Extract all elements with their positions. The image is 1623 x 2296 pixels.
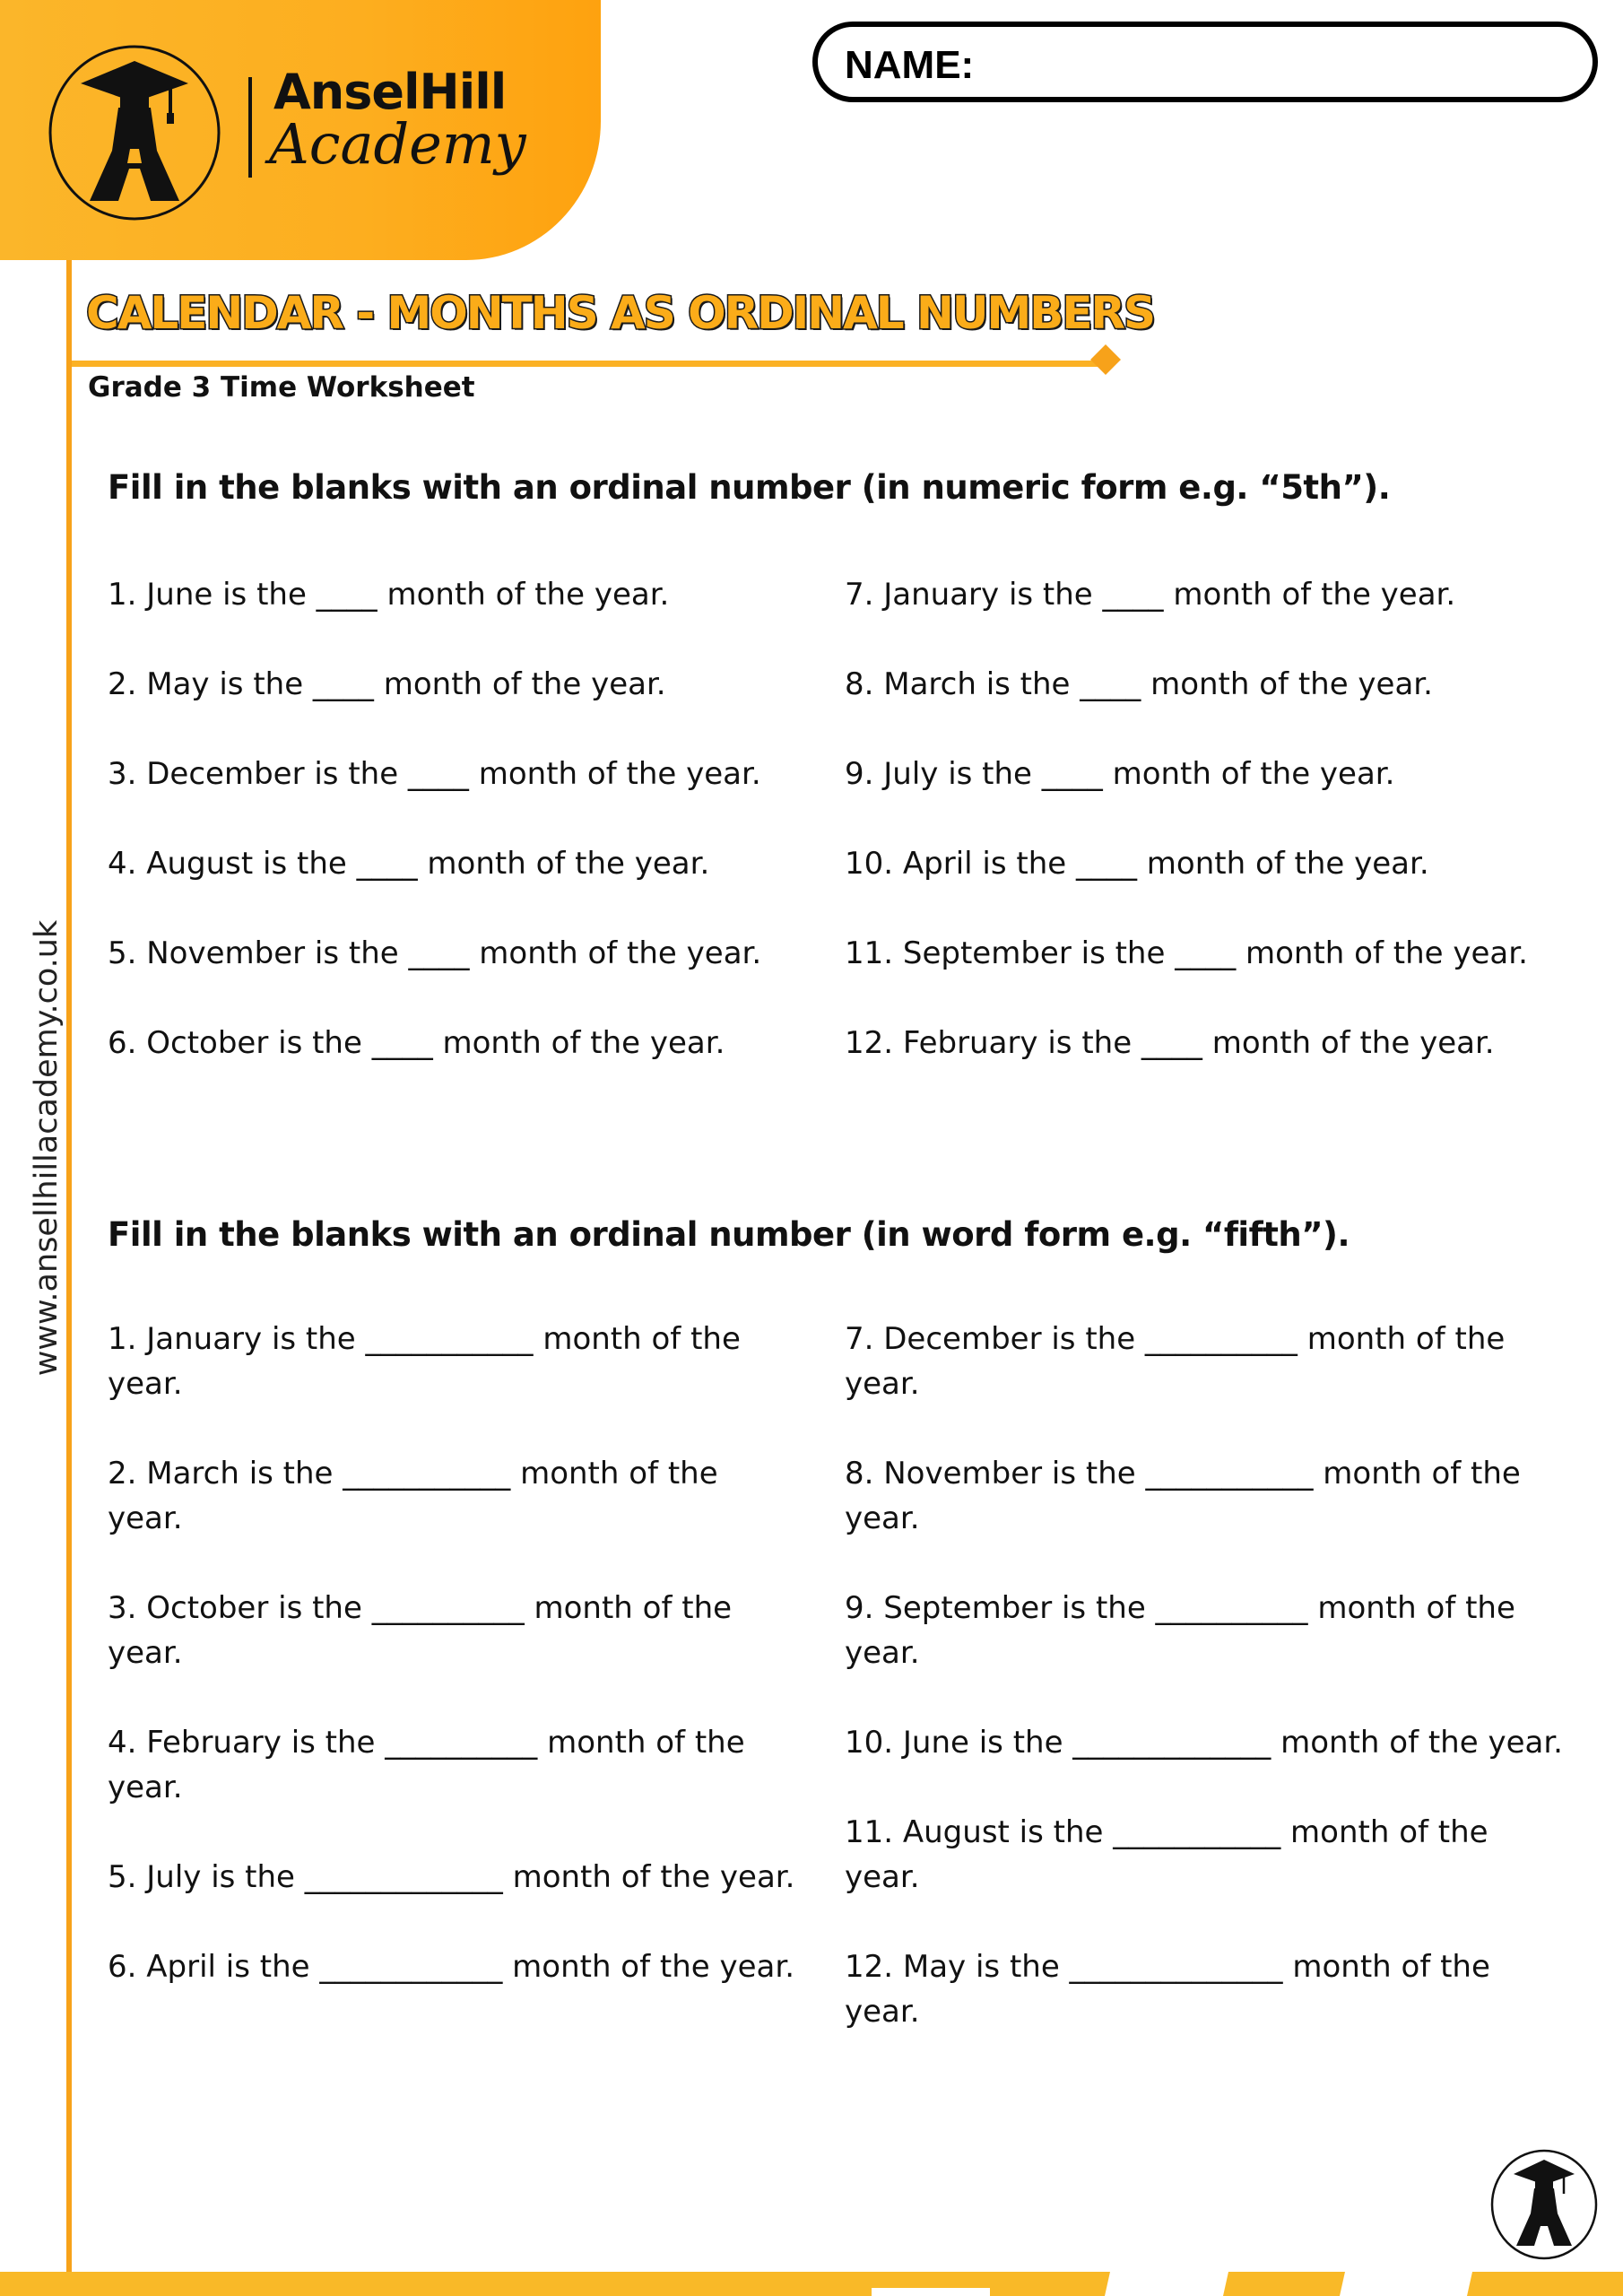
section-2-left-column — [108, 1317, 798, 2034]
section-1-right-column — [845, 572, 1571, 1110]
question[interactable]: 9. July is the ____ month of the year. — [845, 756, 1395, 792]
name-label: NAME: — [845, 43, 975, 87]
question[interactable]: 5. July is the _____________ month of the year. — [108, 1859, 795, 1895]
question[interactable]: 4. August is the ____ month of the year. — [108, 846, 710, 882]
website-url: www.ansellhillacademy.co.uk — [29, 919, 65, 1377]
section-2-instruction: Fill in the blanks with an ordinal number (in word form e.g. “fifth”). — [108, 1215, 1350, 1254]
brand-academy: Academy — [269, 111, 526, 177]
question[interactable]: 3. December is the ____ month of the year. — [108, 756, 761, 792]
question[interactable]: 4. February is the __________ month of the year. — [108, 1725, 745, 1805]
logo-divider — [248, 77, 252, 178]
worksheet-subtitle: Grade 3 Time Worksheet — [88, 371, 475, 404]
question[interactable]: 1. June is the ____ month of the year. — [108, 577, 670, 613]
question[interactable]: 9. September is the __________ month of the year. — [845, 1590, 1515, 1671]
section-1-left-column — [108, 572, 798, 1110]
question[interactable]: 6. April is the ____________ month of the year. — [108, 1949, 795, 1985]
question[interactable]: 12. May is the ______________ month of the year. — [845, 1949, 1490, 2030]
left-accent-bar — [66, 260, 72, 2274]
question[interactable]: 11. August is the ___________ month of the year. — [845, 1814, 1488, 1895]
academy-logo-icon — [45, 43, 224, 222]
brand-name: AnselHill — [273, 64, 507, 120]
question[interactable]: 2. May is the ____ month of the year. — [108, 666, 666, 702]
section-1-instruction: Fill in the blanks with an ordinal number (in numeric form e.g. “5th”). — [108, 468, 1391, 507]
question[interactable]: 11. September is the ____ month of the year. — [845, 935, 1528, 971]
question[interactable]: 10. June is the _____________ month of the year. — [845, 1725, 1563, 1761]
question[interactable]: 10. April is the ____ month of the year. — [845, 846, 1429, 882]
section-2-right-column — [845, 1317, 1571, 2079]
academy-logo-small-icon — [1488, 2149, 1600, 2260]
question[interactable]: 8. March is the ____ month of the year. — [845, 666, 1433, 702]
question[interactable]: 5. November is the ____ month of the year. — [108, 935, 762, 971]
question[interactable]: 1. January is the ___________ month of the year. — [108, 1321, 741, 1402]
question[interactable]: 3. October is the __________ month of the year. — [108, 1590, 733, 1671]
worksheet-title: CALENDAR - MONTHS AS ORDINAL NUMBERS — [86, 287, 1155, 339]
question[interactable]: 6. October is the ____ month of the year. — [108, 1025, 725, 1061]
title-underline — [72, 361, 1103, 367]
footer-band — [0, 2272, 1623, 2296]
name-field[interactable] — [812, 22, 1598, 102]
question[interactable]: 7. January is the ____ month of the year. — [845, 577, 1456, 613]
question[interactable]: 2. March is the ___________ month of the year. — [108, 1456, 718, 1536]
diamond-icon — [1090, 344, 1121, 375]
question[interactable]: 12. February is the ____ month of the year. — [845, 1025, 1495, 1061]
question[interactable]: 7. December is the __________ month of the year. — [845, 1321, 1506, 1402]
question[interactable]: 8. November is the ___________ month of the year. — [845, 1456, 1521, 1536]
